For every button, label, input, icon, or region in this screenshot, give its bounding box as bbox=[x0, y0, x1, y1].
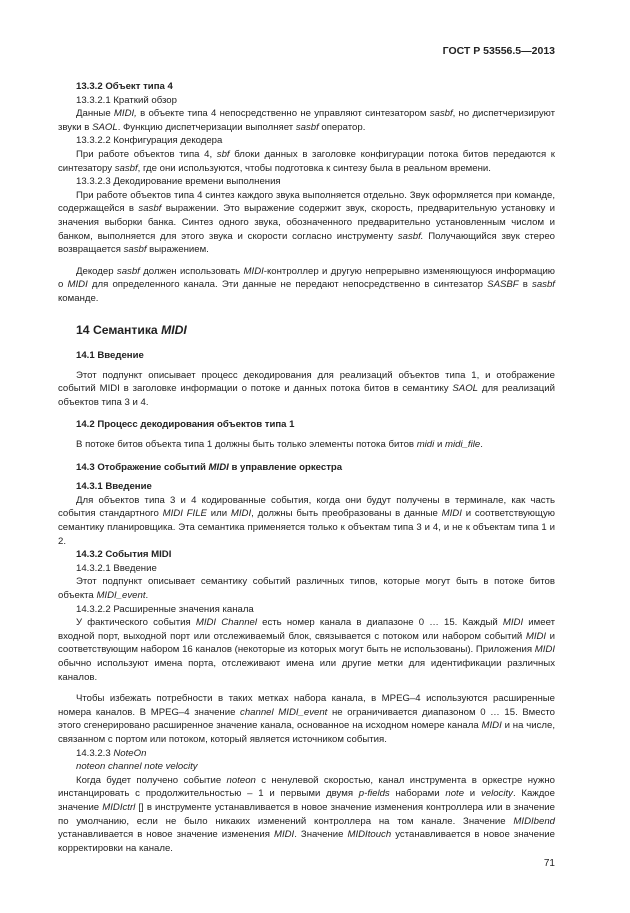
text-run: При работе объектов типа 4 синтез каждого звука выполняется отдельно. Звук оформляется при команде, содержащейся в bbox=[58, 189, 555, 215]
paragraph bbox=[58, 616, 555, 684]
italic-text: NoteOn bbox=[113, 747, 147, 759]
text-run: При работе объектов типа 4, bbox=[76, 148, 217, 160]
text-run: , но диспетчеризируют звуки в bbox=[58, 108, 555, 133]
paragraph bbox=[58, 107, 555, 134]
italic-text: sbf bbox=[216, 148, 230, 160]
text-run: обычно используют имена порта, отслеживают имена или другие метки для идентификации различных каналов. bbox=[58, 657, 555, 683]
page-number: 71 bbox=[543, 858, 555, 869]
italic-text: sasbf. bbox=[397, 230, 424, 242]
text-run: Когда будет получено событие bbox=[76, 774, 227, 786]
italic-text: velocity bbox=[480, 788, 513, 800]
text-run: [] в инструменте устанавливается в новое значение изменения контроллера или в значение по умолчанию, если не было никаких изменений контроллера на том канале. Значение bbox=[58, 801, 555, 827]
paragraph bbox=[58, 94, 555, 108]
italic-text: sasbf bbox=[114, 162, 138, 174]
text-run: 13.3.2.3 Декодирование времени выполнения bbox=[76, 176, 281, 188]
italic-text: MIDI_event bbox=[96, 590, 146, 601]
italic-text: note bbox=[445, 788, 465, 800]
text-run: , где они используются, чтобы подготовка к синтезу была в реальном времени. bbox=[137, 162, 491, 174]
text-run: Для объектов типа 3 и 4 кодированные события, когда они будут получены в терминале, как часть события стандартного bbox=[58, 494, 555, 520]
paragraph bbox=[58, 265, 555, 306]
text-run: в управление оркестра bbox=[228, 461, 343, 473]
italic-text: channel MIDI_event bbox=[240, 706, 328, 718]
italic-text: midi bbox=[416, 439, 435, 451]
text-run: должен использовать bbox=[139, 265, 244, 277]
italic-text: MIDIbend bbox=[513, 815, 555, 827]
text-run: 14.3.2.3 bbox=[76, 747, 114, 759]
text-run: имеет входной порт, выходной порт или отслеживаемый блок, связывается с потоком или набором событий bbox=[58, 617, 556, 642]
italic-text: midi_file bbox=[444, 439, 481, 451]
italic-text: sasbf bbox=[123, 244, 147, 256]
paragraph bbox=[58, 134, 555, 148]
paragraph bbox=[58, 747, 555, 761]
subsection-heading bbox=[58, 461, 555, 475]
italic-text: MIDI bbox=[273, 829, 295, 841]
text-run: 14.3 Отображение событий bbox=[76, 461, 209, 473]
paragraph bbox=[58, 774, 555, 856]
italic-text: MIDI bbox=[502, 617, 524, 629]
italic-text: MIDI bbox=[67, 279, 88, 291]
subsection-heading bbox=[58, 418, 555, 432]
italic-text: sasbf bbox=[295, 121, 319, 133]
text-run: 13.3.2.2 Конфигурация декодера bbox=[76, 135, 223, 147]
paragraph bbox=[58, 189, 555, 257]
document-header-standard: ГОСТ Р 53556.5—2013 bbox=[442, 45, 555, 57]
text-run: и bbox=[464, 788, 481, 800]
text-run: есть номер канала в диапазоне 0 … 15. Каждый bbox=[257, 617, 503, 629]
subsection-heading bbox=[58, 548, 555, 562]
text-run: выражении. Это выражение содержит звук, скорость, предварительную установку и значения выборки банка. Синтез одного звука, обозначенного предварительно установленным числом и банком, выполняется для этого звука и скорости согласно инструменту bbox=[58, 203, 556, 242]
text-run: У фактического события bbox=[76, 617, 196, 629]
italic-text: MIDI bbox=[481, 720, 502, 732]
italic-text: MIDI bbox=[208, 461, 229, 473]
subsection-heading bbox=[58, 349, 555, 363]
italic-text: sasbf bbox=[116, 265, 140, 277]
text-run: 14 Семантика bbox=[76, 322, 162, 337]
text-run: 14.2 Процесс декодирования объектов типа 1 bbox=[76, 419, 295, 431]
text-run: 14.3.2 События MIDI bbox=[76, 549, 172, 561]
italic-text: MIDI bbox=[441, 508, 462, 520]
text-run: Чтобы избежать потребности в таких метках набора канала, в MPEG–4 используются расширенные номера каналов. В MPEG–4 значение bbox=[58, 693, 555, 718]
text-run: 13.3.2.1 Краткий обзор bbox=[76, 94, 177, 106]
italic-text: MIDI, bbox=[113, 108, 137, 120]
italic-text: MIDI bbox=[161, 322, 187, 337]
text-run: 14.3.2.1 Введение bbox=[76, 562, 157, 574]
text-run: . Функцию диспетчеризации выполняет bbox=[117, 121, 296, 133]
text-run: Этот подпункт описывает процесс декодирования для реализаций объектов типа 1, и отображение событий MIDI в заголовке информации о потоке и данных потока битов в семантику bbox=[58, 369, 555, 395]
paragraph bbox=[58, 494, 555, 548]
italic-text: p-fields bbox=[358, 788, 390, 800]
text-run: наборами bbox=[389, 788, 446, 800]
text-run: устанавливается в новое значение изменения bbox=[58, 829, 274, 841]
italic-text: MIDI bbox=[243, 265, 264, 277]
text-run: 14.1 Введение bbox=[76, 350, 144, 362]
text-run: в объекте типа 4 непосредственно не управляют синтезатором bbox=[136, 108, 430, 120]
text-run: В потоке битов объекта типа 1 должны быть только элементы потока битов bbox=[76, 439, 417, 451]
text-run: 13.3.2 Объект типа 4 bbox=[76, 81, 173, 92]
paragraph bbox=[58, 575, 555, 602]
subsection-heading bbox=[58, 480, 555, 494]
italic-text: SASBF bbox=[487, 279, 519, 291]
paragraph bbox=[58, 369, 555, 410]
text-run: и соответствующую семантику планировщика. Эта семантика применяется только к объектам типа 3 и 4, и не к объектам типа 1 и 2. bbox=[58, 508, 555, 547]
text-run: для реализаций объектов типа 3 и 4. bbox=[58, 383, 556, 408]
italic-text: MIDI Channel bbox=[195, 617, 257, 629]
text-run: . Каждое значение bbox=[58, 788, 555, 813]
text-run: и bbox=[434, 439, 445, 451]
text-run: для определенного канала. Эти данные не передают непосредственно в синтезатор bbox=[87, 279, 488, 291]
italic-text: MIDI FILE bbox=[162, 508, 207, 520]
paragraph bbox=[58, 760, 555, 774]
italic-text: MIDI bbox=[525, 630, 547, 642]
text-run: . bbox=[145, 590, 149, 601]
text-run: 14.3.2.2 Расширенные значения канала bbox=[76, 603, 254, 615]
text-run: . bbox=[480, 439, 483, 451]
italic-text: sasbf bbox=[138, 203, 162, 215]
italic-text: noteon channel note velocity bbox=[76, 761, 198, 773]
italic-text: sasbf bbox=[532, 279, 555, 291]
text-run: с ненулевой скоростью, канал инструмента в оркестре нужно инстанцировать с продолжительностью – 1 и первыми двумя bbox=[58, 774, 555, 800]
text-run: Декодер bbox=[76, 265, 117, 277]
text-run: . Значение bbox=[294, 829, 348, 841]
paragraph bbox=[58, 692, 555, 746]
text-run: и на числе, связанном с портом или потоком, который является источником события. bbox=[58, 720, 555, 745]
paragraph bbox=[58, 562, 555, 576]
text-run: Получающийся звук стерео возвращается bbox=[58, 230, 555, 256]
text-run: -контроллер и другую непрерывно изменяющуюся информацию о bbox=[58, 265, 555, 291]
italic-text: SAOL bbox=[92, 121, 118, 133]
paragraph bbox=[58, 175, 555, 189]
text-run: Данные bbox=[76, 108, 114, 120]
text-run: или bbox=[206, 508, 231, 520]
text-run: блоки данных в заголовке конфигурации потока битов передаются к синтезатору bbox=[58, 148, 555, 174]
italic-text: MIDIctrl bbox=[102, 801, 136, 813]
italic-text: noteon bbox=[226, 774, 256, 786]
section-heading bbox=[76, 324, 555, 338]
text-run: команде. bbox=[58, 292, 99, 304]
text-run: оператор. bbox=[318, 121, 366, 133]
paragraph bbox=[58, 603, 555, 617]
text-run: устанавливается в новое значение корректировки на канале. bbox=[58, 829, 555, 854]
paragraph bbox=[58, 438, 555, 452]
document-body bbox=[58, 80, 555, 855]
text-run: не ограничивается диапазоном 0 … 15. Вместо этого сгенерировано расширенное значение канала, основанное на исходном номере канала bbox=[58, 706, 556, 732]
text-run: 14.3.1 Введение bbox=[76, 481, 152, 493]
text-run: выражением. bbox=[146, 244, 209, 256]
paragraph bbox=[58, 148, 555, 175]
italic-text: sasbf bbox=[429, 108, 453, 120]
italic-text: MIDI bbox=[534, 644, 555, 656]
italic-text: MIDI bbox=[230, 508, 252, 520]
italic-text: MIDItouch bbox=[347, 829, 392, 841]
italic-text: SAOL bbox=[452, 383, 479, 395]
text-run: в bbox=[518, 279, 533, 291]
text-run: и соответствующим набором 16 каналов (некоторые из которых могут быть не использованы). Приложения bbox=[58, 630, 555, 656]
text-run: Этот подпункт описывает семантику событий различных типов, которые могут быть в потоке битов объекта bbox=[58, 576, 555, 601]
text-run: , должны быть преобразованы в данные bbox=[251, 508, 442, 520]
subsection-heading bbox=[58, 80, 555, 94]
